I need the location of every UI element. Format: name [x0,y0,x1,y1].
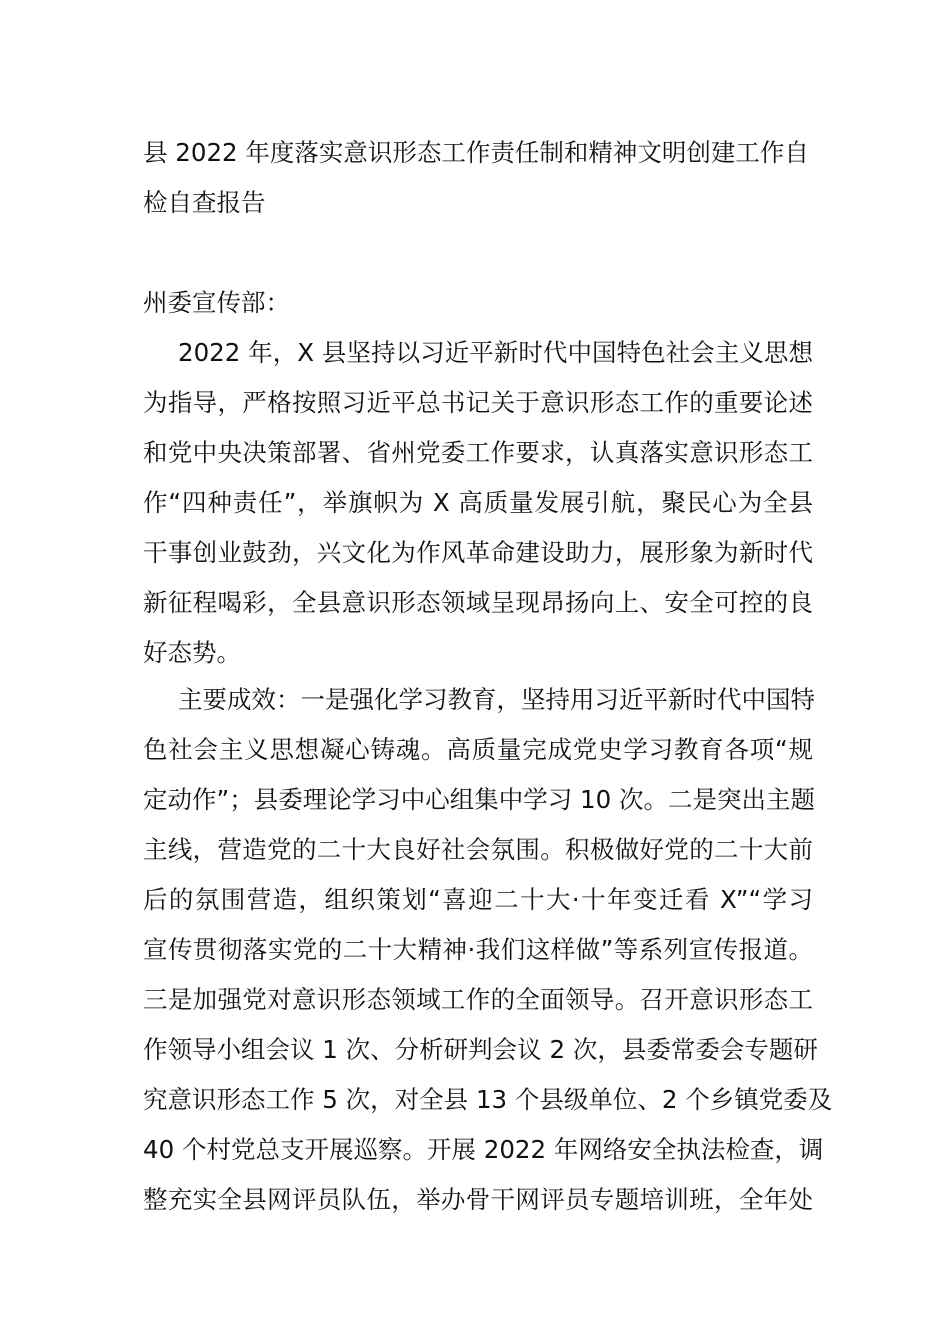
title-line: 县 2022 年度落实意识形态工作责任制和精神文明创建工作自 [143,138,809,167]
paragraph-line: 2022 年，X 县坚持以习近平新时代中国特色社会主义思想 [178,338,813,367]
paragraph-line: 新征程喝彩，全县意识形态领域呈现昂扬向上、安全可控的良 [143,588,813,617]
paragraph-line: 色社会主义思想凝心铸魂。高质量完成党史学习教育各项“规 [143,735,813,764]
paragraph-line: 究意识形态工作 5 次，对全县 13 个县级单位、2 个乡镇党委及 [143,1085,833,1114]
paragraph-line: 为指导，严格按照习近平总书记关于意识形态工作的重要论述 [143,388,813,417]
paragraph-achievements [143,675,833,1225]
paragraph-line: 作“四种责任”，举旗帜为 X 高质量发展引航，聚民心为全县 [143,488,813,517]
paragraph-intro [143,328,813,678]
paragraph-line: 干事创业鼓劲，兴文化为作风革命建设助力，展形象为新时代 [143,538,813,567]
title-line: 检自查报告 [143,188,266,217]
paragraph-line: 作领导小组会议 1 次、分析研判会议 2 次，县委常委会专题研 [143,1035,818,1064]
paragraph-line: 40 个村党总支开展巡察。开展 2022 年网络安全执法检查，调 [143,1135,824,1164]
paragraph-line: 好态势。 [143,638,241,667]
paragraph-line: 宣传贯彻落实党的二十大精神·我们这样做”等系列宣传报道。 [143,935,813,964]
paragraph-line: 定动作”；县委理论学习中心组集中学习 10 次。二是突出主题 [143,785,815,814]
paragraph-line: 整充实全县网评员队伍，举办骨干网评员专题培训班，全年处 [143,1185,813,1214]
document-title [143,128,813,228]
paragraph-line: 主线，营造党的二十大良好社会氛围。积极做好党的二十大前 [143,835,813,864]
salutation: 州委宣传部： [143,288,290,317]
paragraph-line: 后的氛围营造，组织策划“喜迎二十大·十年变迁看 X”“学习 [143,885,813,914]
paragraph-line: 主要成效：一是强化学习教育，坚持用习近平新时代中国特 [178,685,815,714]
paragraph-line: 三是加强党对意识形态领域工作的全面领导。召开意识形态工 [143,985,813,1014]
paragraph-line: 和党中央决策部署、省州党委工作要求，认真落实意识形态工 [143,438,813,467]
